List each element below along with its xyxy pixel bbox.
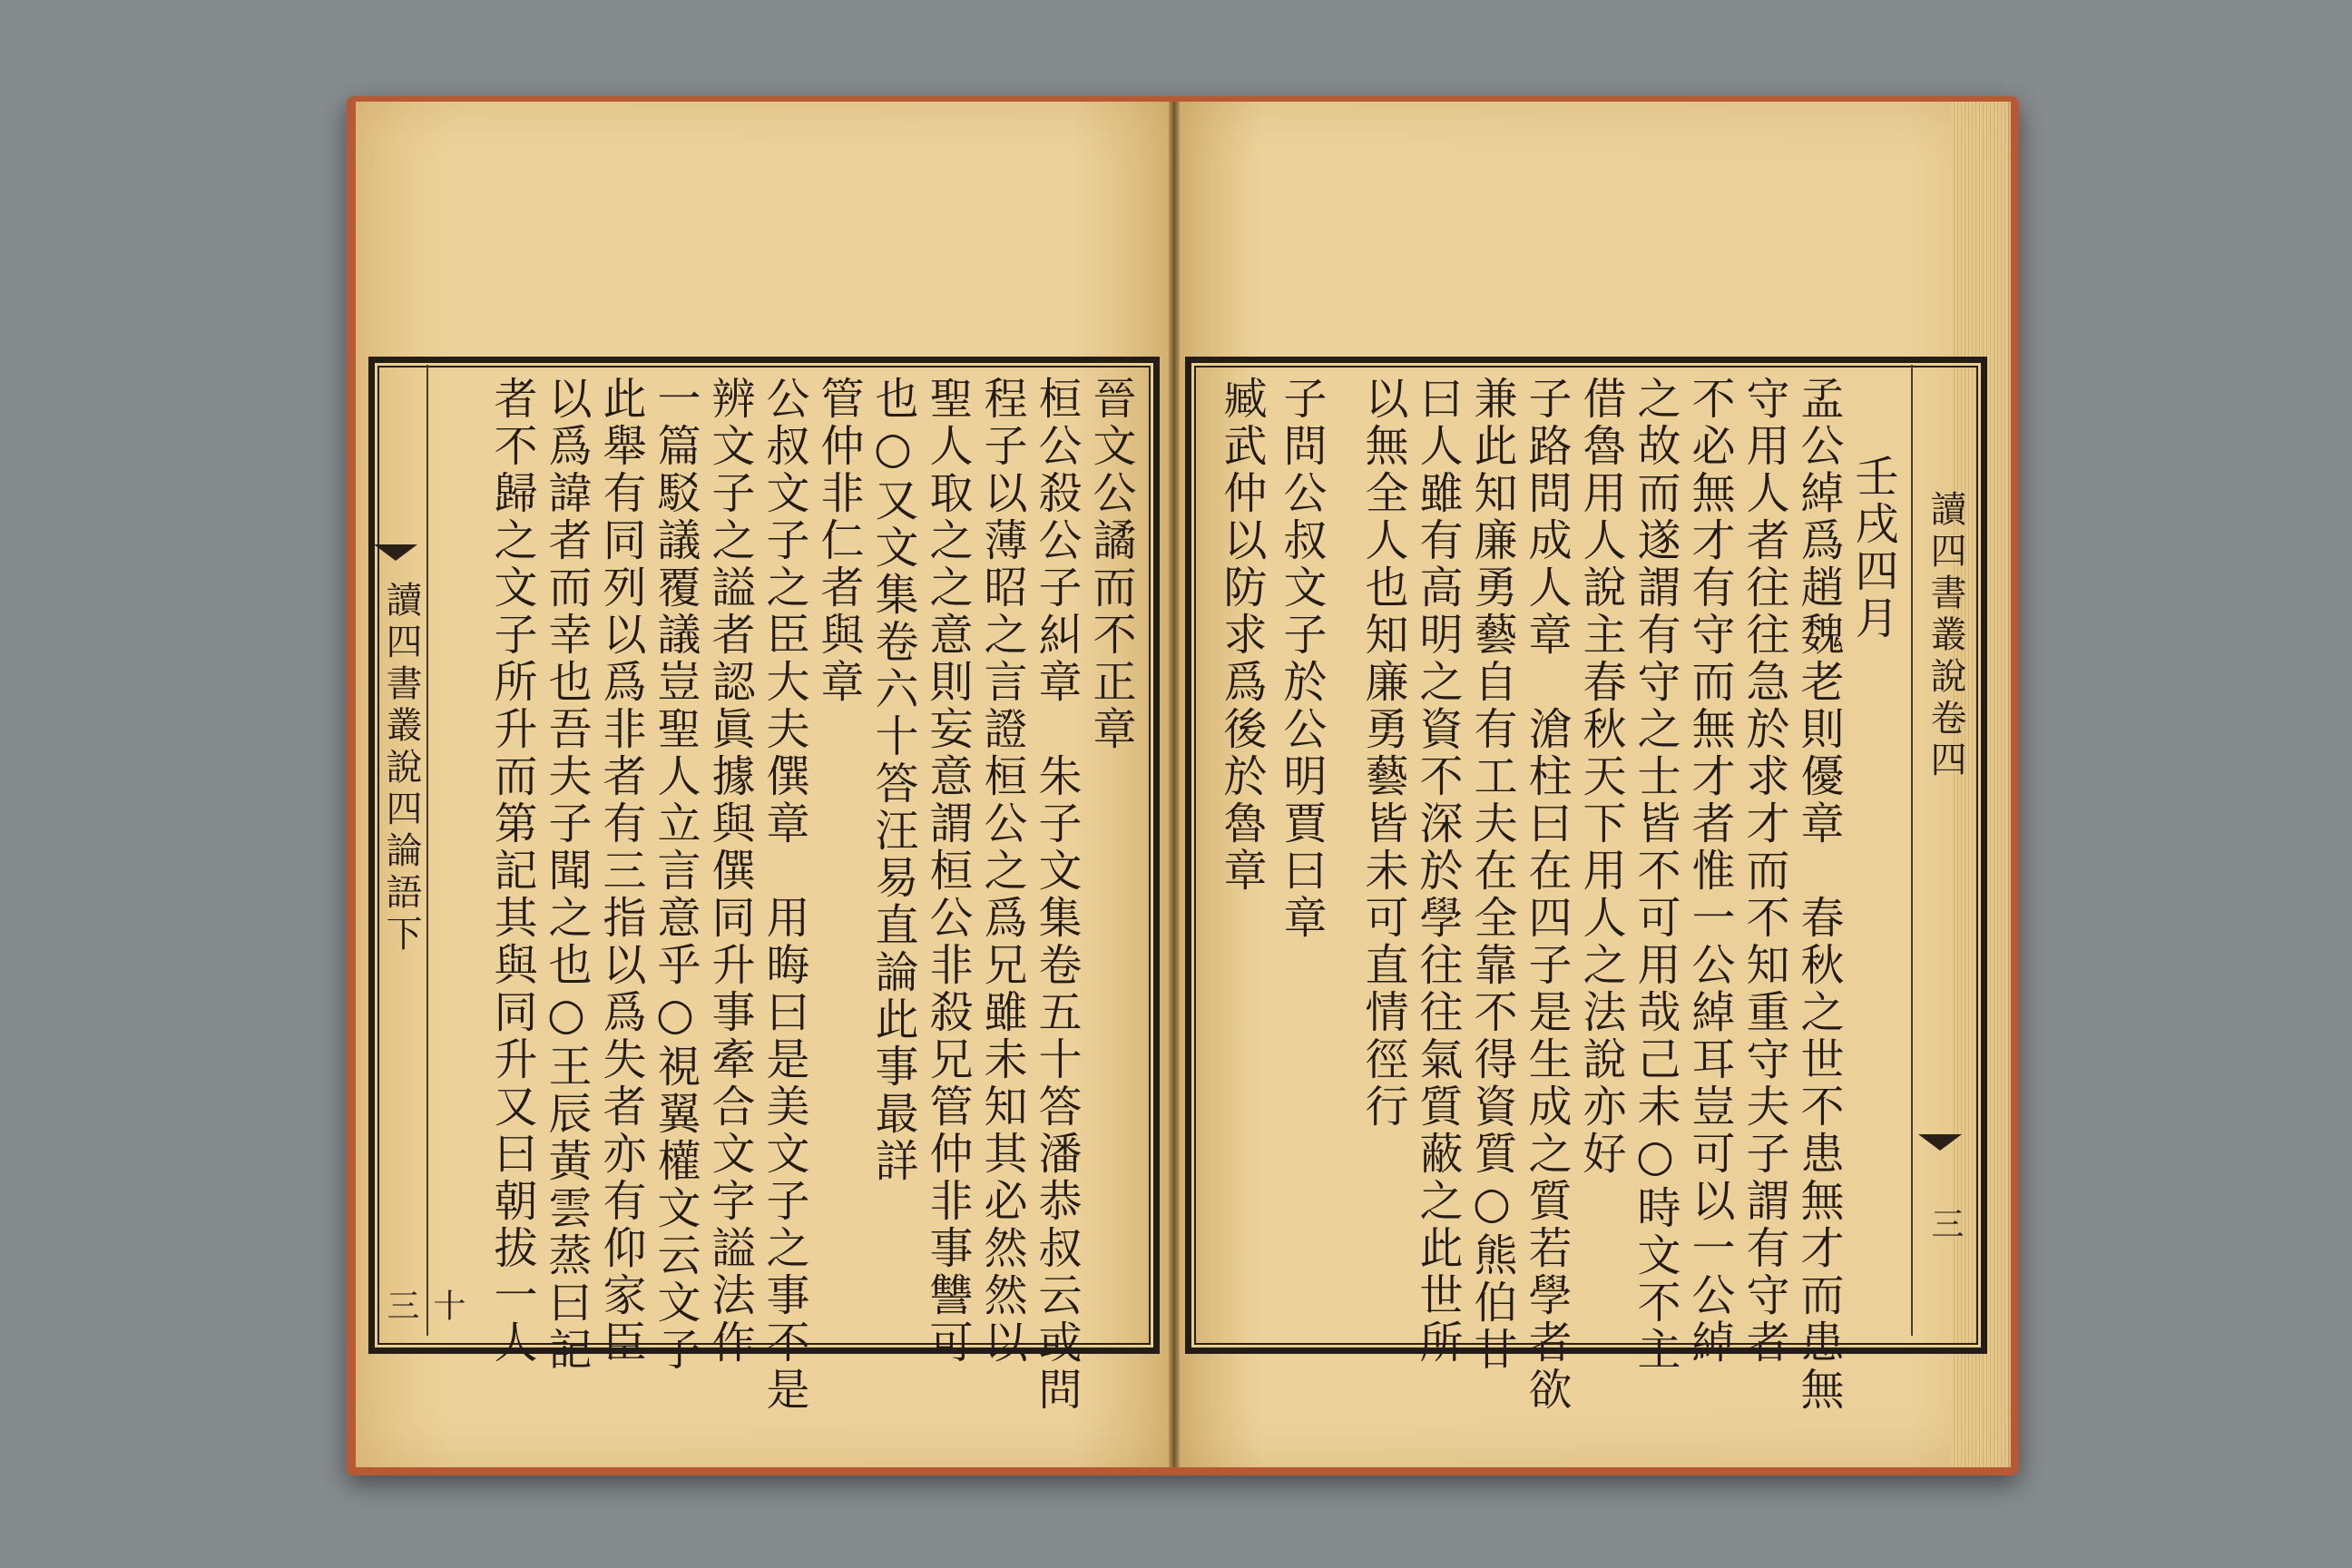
text-column: 此舉有同列以爲非者有三指以爲失者亦有仰家臣	[595, 376, 646, 1367]
text-column: 曰人雖有高明之資不深於學往往氣質蔽之此世所	[1412, 376, 1463, 1367]
text-column: 管仲非仁者與章	[813, 376, 864, 706]
left-folio: 十三	[382, 1289, 466, 1321]
text-column: 聖人取之之意則妄意謂桓公非殺兄管仲非事讐可	[922, 376, 973, 1367]
text-column: 者不歸之文子所升而第記其與同升又曰朝拔一人	[486, 376, 537, 1367]
left-banxin-title: 讀四書叢說四論語下	[380, 581, 422, 956]
text-column: 孟公綽爲趙魏老則優章 春秋之世不患無才而患無	[1793, 376, 1844, 1414]
book-gutter	[1169, 102, 1180, 1467]
fish-tail-mark	[374, 544, 417, 561]
text-column: 兼此知廉勇藝自有工夫在全靠不得資質○熊伯甘	[1466, 376, 1517, 1374]
text-column: 公叔文子之臣大夫僎章 用晦曰是美文子之事不是	[759, 376, 809, 1414]
text-column: 臧武仲以防求爲後於魯章	[1216, 376, 1267, 895]
text-column: 晉文公譎而不正章	[1085, 376, 1136, 753]
right-banxin-title: 讀四書叢說卷四	[1925, 490, 1966, 782]
text-column: 辨文子之謚者認眞據與僎同升事牽合文字謚法作	[704, 376, 755, 1367]
text-column: 一篇駁議覆議豈聖人立言意乎○視翼權文云文子	[650, 376, 701, 1374]
text-column: 以無全人也知廉勇藝皆未可直情徑行	[1357, 376, 1408, 1131]
text-column: 守用人者往往急於求才而不知重守夫子謂有守者	[1739, 376, 1789, 1367]
right-banxin-rule	[1911, 365, 1913, 1336]
right-banxin	[1915, 363, 1965, 1336]
text-column: 子路問成人章 滄柱曰在四子是生成之質若學者欲	[1521, 376, 1572, 1414]
text-column: 之故而遂謂有守之士皆不可用哉己未○時文不主	[1630, 376, 1681, 1374]
text-column: 以爲諱者而幸也吾夫子聞之也○王辰黃雲蒸曰記	[541, 376, 592, 1374]
left-banxin	[370, 363, 466, 1336]
text-column: 不必無才有守而無才者惟一公綽耳豈可以一公綽	[1684, 376, 1735, 1367]
left-banxin-rule	[426, 365, 428, 1336]
text-column: 也○又文集卷六十答汪易直論此事最詳	[867, 376, 918, 1185]
text-column: 程子以薄昭之言證桓公之爲兄雖未知其必然然以	[976, 376, 1027, 1367]
text-column: 壬戌四月	[1847, 454, 1898, 642]
right-folio: 三	[1926, 1207, 1964, 1240]
text-column: 借魯用人說主春秋天下用人之法說亦好	[1575, 376, 1626, 1178]
fish-tail-mark	[1918, 1134, 1962, 1151]
text-column: 子問公叔文子於公明賈曰章	[1276, 376, 1327, 942]
text-column: 桓公殺公子糾章 朱子文集卷五十答潘恭叔云或問	[1031, 376, 1082, 1414]
